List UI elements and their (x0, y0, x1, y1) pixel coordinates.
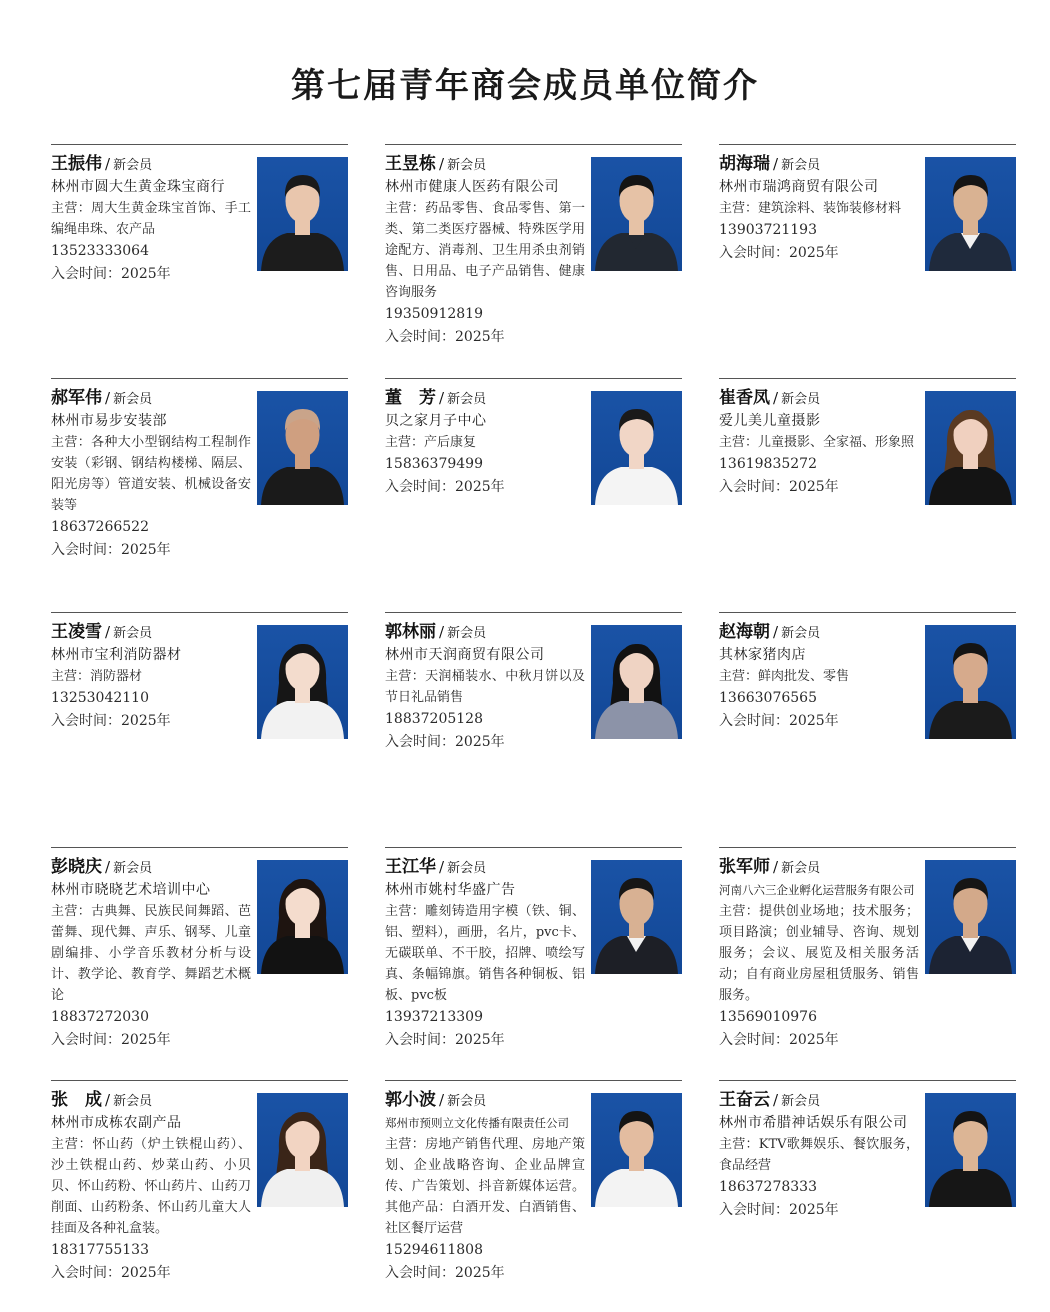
member-tag: 新会员 (447, 1094, 487, 1109)
member-phone: 18317755133 (51, 1242, 149, 1258)
member-business: 主营：古典舞、民族民间舞蹈、芭蕾舞、现代舞、声乐、钢琴、儿童剧编排、小学音乐教材分析与设计、教学论、教育学、舞蹈艺术概论 (51, 904, 251, 1003)
member-business: 主营：提供创业场地；技术服务；项目路演；创业辅导、咨询、规划服务；会议、展览及相关服务活动；自有商业房屋租赁服务、销售服务。 (719, 904, 919, 1003)
member-tag: 新会员 (781, 1094, 821, 1109)
member-tag: 新会员 (781, 158, 821, 173)
member-photo (925, 625, 1016, 739)
member-info (51, 1113, 251, 1284)
member-photo (591, 860, 682, 974)
member-phone: 13663076565 (719, 690, 817, 706)
member-photo (257, 1093, 348, 1207)
portrait-icon (257, 391, 348, 505)
member-tag: 新会员 (113, 861, 153, 876)
member-business: 主营：药品零售、食品零售、第一类、第二类医疗器械、特殊医学用途配方、消毒剂、卫生用杀虫剂销售、日用品、电子产品销售、健康咨询服务 (385, 201, 585, 300)
member-company: 林州市易步安装部 (51, 413, 167, 429)
member-info (51, 645, 251, 732)
member-phone: 18637278333 (719, 1179, 817, 1195)
member-card (719, 378, 1016, 498)
member-photo (591, 391, 682, 505)
member-photo (925, 860, 1016, 974)
member-business: 主营：各种大小型钢结构工程制作安装（彩钢、钢结构楼梯、隔层、阳光房等）管道安装、机械设备安装等 (51, 435, 251, 513)
member-photo (591, 625, 682, 739)
member-photo (925, 1093, 1016, 1207)
member-join-date: 入会时间：2025年 (51, 713, 171, 729)
portrait-icon (925, 1093, 1016, 1207)
name-separator: / (773, 1091, 779, 1109)
member-card (51, 378, 348, 561)
member-join-date: 入会时间：2025年 (51, 542, 171, 558)
member-join-date: 入会时间：2025年 (719, 1032, 839, 1048)
member-company: 林州市圆大生黄金珠宝商行 (51, 179, 225, 195)
member-company: 林州市宝利消防器材 (51, 647, 182, 663)
member-join-date: 入会时间：2025年 (385, 329, 505, 345)
name-separator: / (773, 858, 779, 876)
member-name: 崔香凤 (719, 388, 770, 408)
member-card (51, 612, 348, 732)
member-phone: 18637266522 (51, 519, 149, 535)
member-tag: 新会员 (113, 626, 153, 641)
member-name: 王振伟 (51, 154, 102, 174)
member-join-date: 入会时间：2025年 (385, 1032, 505, 1048)
name-separator: / (105, 858, 111, 876)
member-phone: 13569010976 (719, 1009, 817, 1025)
member-card (385, 612, 682, 753)
member-card (385, 847, 682, 1051)
name-separator: / (105, 1091, 111, 1109)
member-name: 赵海朝 (719, 622, 770, 642)
member-card (719, 144, 1016, 264)
member-name: 彭晓庆 (51, 857, 102, 877)
member-info (719, 1113, 919, 1221)
name-separator: / (105, 155, 111, 173)
member-phone: 13903721193 (719, 222, 817, 238)
member-company: 郑州市预则立文化传播有限责任公司 (385, 1116, 569, 1130)
member-photo (257, 157, 348, 271)
member-tag: 新会员 (113, 392, 153, 407)
member-business: 主营：周大生黄金珠宝首饰、手工编绳串珠、农产品 (51, 201, 251, 237)
member-phone: 13253042110 (51, 690, 149, 706)
portrait-icon (257, 1093, 348, 1207)
portrait-icon (257, 860, 348, 974)
member-info (51, 880, 251, 1051)
member-info (51, 177, 251, 285)
portrait-icon (925, 860, 1016, 974)
member-info (719, 411, 919, 498)
member-company: 林州市希腊神话娱乐有限公司 (719, 1115, 908, 1131)
member-business: 主营：产后康复 (385, 435, 477, 450)
member-business: 主营：KTV歌舞娱乐、餐饮服务，食品经营 (719, 1137, 919, 1173)
portrait-icon (591, 1093, 682, 1207)
member-join-date: 入会时间：2025年 (719, 245, 839, 261)
member-card (385, 1080, 682, 1284)
member-join-date: 入会时间：2025年 (51, 1265, 171, 1281)
member-join-date: 入会时间：2025年 (385, 734, 505, 750)
portrait-icon (591, 391, 682, 505)
member-company: 林州市瑞鸿商贸有限公司 (719, 179, 879, 195)
member-tag: 新会员 (113, 1094, 153, 1109)
name-separator: / (105, 389, 111, 407)
member-card (719, 847, 1016, 1051)
member-info (385, 880, 585, 1051)
member-company: 林州市健康人医药有限公司 (385, 179, 559, 195)
member-phone: 18837272030 (51, 1009, 149, 1025)
member-photo (257, 625, 348, 739)
member-tag: 新会员 (447, 861, 487, 876)
portrait-icon (925, 625, 1016, 739)
member-company: 林州市姚村华盛广告 (385, 882, 516, 898)
name-separator: / (773, 623, 779, 641)
portrait-icon (925, 391, 1016, 505)
name-separator: / (773, 389, 779, 407)
member-photo (591, 157, 682, 271)
member-card (51, 847, 348, 1051)
member-photo (257, 860, 348, 974)
member-photo (925, 391, 1016, 505)
member-phone: 15294611808 (385, 1242, 483, 1258)
member-card (51, 1080, 348, 1284)
member-info (719, 880, 919, 1051)
portrait-icon (257, 625, 348, 739)
name-separator: / (439, 858, 445, 876)
member-business: 主营：建筑涂料、装饰装修材料 (719, 201, 902, 216)
member-name: 张 成 (51, 1090, 102, 1110)
member-name: 郭林丽 (385, 622, 436, 642)
member-join-date: 入会时间：2025年 (51, 1032, 171, 1048)
member-company: 林州市天润商贸有限公司 (385, 647, 545, 663)
member-name: 董 芳 (385, 388, 436, 408)
member-tag: 新会员 (447, 158, 487, 173)
member-card (51, 144, 348, 285)
member-name: 王江华 (385, 857, 436, 877)
member-business: 主营：消防器材 (51, 669, 143, 684)
member-tag: 新会员 (447, 392, 487, 407)
member-name: 张军师 (719, 857, 770, 877)
member-name: 郭小波 (385, 1090, 436, 1110)
member-business: 主营：儿童摄影、全家福、形象照 (719, 435, 915, 450)
name-separator: / (439, 623, 445, 641)
page-title: 第七届青年商会成员单位简介 (291, 66, 759, 106)
member-company: 林州市晓晓艺术培训中心 (51, 882, 211, 898)
member-phone: 15836379499 (385, 456, 483, 472)
member-company: 河南八六三企业孵化运营服务有限公司 (719, 883, 915, 897)
member-business: 主营：雕刻铸造用字模（铁、铜、铝、塑料），画册，名片，pvc卡、无碳联单、不干胶，招牌、喷绘写真、条幅锦旗。销售各种铜板、铝板、pvc板 (385, 904, 585, 1003)
member-tag: 新会员 (781, 861, 821, 876)
member-business: 主营：鲜肉批发、零售 (719, 669, 850, 684)
member-tag: 新会员 (781, 392, 821, 407)
member-info (385, 1113, 585, 1284)
member-phone: 13619835272 (719, 456, 817, 472)
member-card (385, 378, 682, 498)
member-join-date: 入会时间：2025年 (51, 266, 171, 282)
member-card (385, 144, 682, 348)
portrait-icon (257, 157, 348, 271)
member-phone: 13523333064 (51, 243, 149, 259)
member-join-date: 入会时间：2025年 (385, 479, 505, 495)
member-name: 王昱栋 (385, 154, 436, 174)
member-business: 主营：怀山药（炉土铁棍山药）、沙土铁棍山药、炒菜山药、小贝贝、怀山药粉、怀山药片、山药刀削面、山药粉条、怀山药儿童大人挂面及各种礼盒装。 (51, 1137, 251, 1236)
member-join-date: 入会时间：2025年 (719, 713, 839, 729)
portrait-icon (591, 157, 682, 271)
member-info (719, 645, 919, 732)
member-info (719, 177, 919, 264)
member-company: 林州市成栋农副产品 (51, 1115, 182, 1131)
member-info (385, 645, 585, 753)
member-phone: 13937213309 (385, 1009, 483, 1025)
name-separator: / (439, 389, 445, 407)
member-card (719, 1080, 1016, 1221)
name-separator: / (773, 155, 779, 173)
member-business: 主营：天润桶装水、中秋月饼以及节日礼品销售 (385, 669, 585, 705)
member-info (51, 411, 251, 561)
portrait-icon (591, 625, 682, 739)
member-name: 胡海瑞 (719, 154, 770, 174)
member-info (385, 411, 585, 498)
name-separator: / (105, 623, 111, 641)
member-name: 王奋云 (719, 1090, 770, 1110)
member-info (385, 177, 585, 348)
portrait-icon (591, 860, 682, 974)
member-name: 王凌雪 (51, 622, 102, 642)
member-phone: 18837205128 (385, 711, 483, 727)
member-join-date: 入会时间：2025年 (385, 1265, 505, 1281)
member-tag: 新会员 (447, 626, 487, 641)
portrait-icon (925, 157, 1016, 271)
member-name: 郝军伟 (51, 388, 102, 408)
member-company: 其林家猪肉店 (719, 647, 806, 663)
member-tag: 新会员 (113, 158, 153, 173)
member-photo (925, 157, 1016, 271)
member-phone: 19350912819 (385, 306, 483, 322)
member-company: 爱儿美儿童摄影 (719, 413, 821, 429)
member-join-date: 入会时间：2025年 (719, 479, 839, 495)
member-card (719, 612, 1016, 732)
member-company: 贝之家月子中心 (385, 413, 487, 429)
member-photo (257, 391, 348, 505)
name-separator: / (439, 1091, 445, 1109)
member-tag: 新会员 (781, 626, 821, 641)
member-photo (591, 1093, 682, 1207)
name-separator: / (439, 155, 445, 173)
member-business: 主营：房地产销售代理、房地产策划、企业战略咨询、企业品牌宣传、广告策划、抖音新媒体运营。其他产品：白酒开发、白酒销售、社区餐厅运营 (385, 1137, 585, 1236)
member-join-date: 入会时间：2025年 (719, 1202, 839, 1218)
